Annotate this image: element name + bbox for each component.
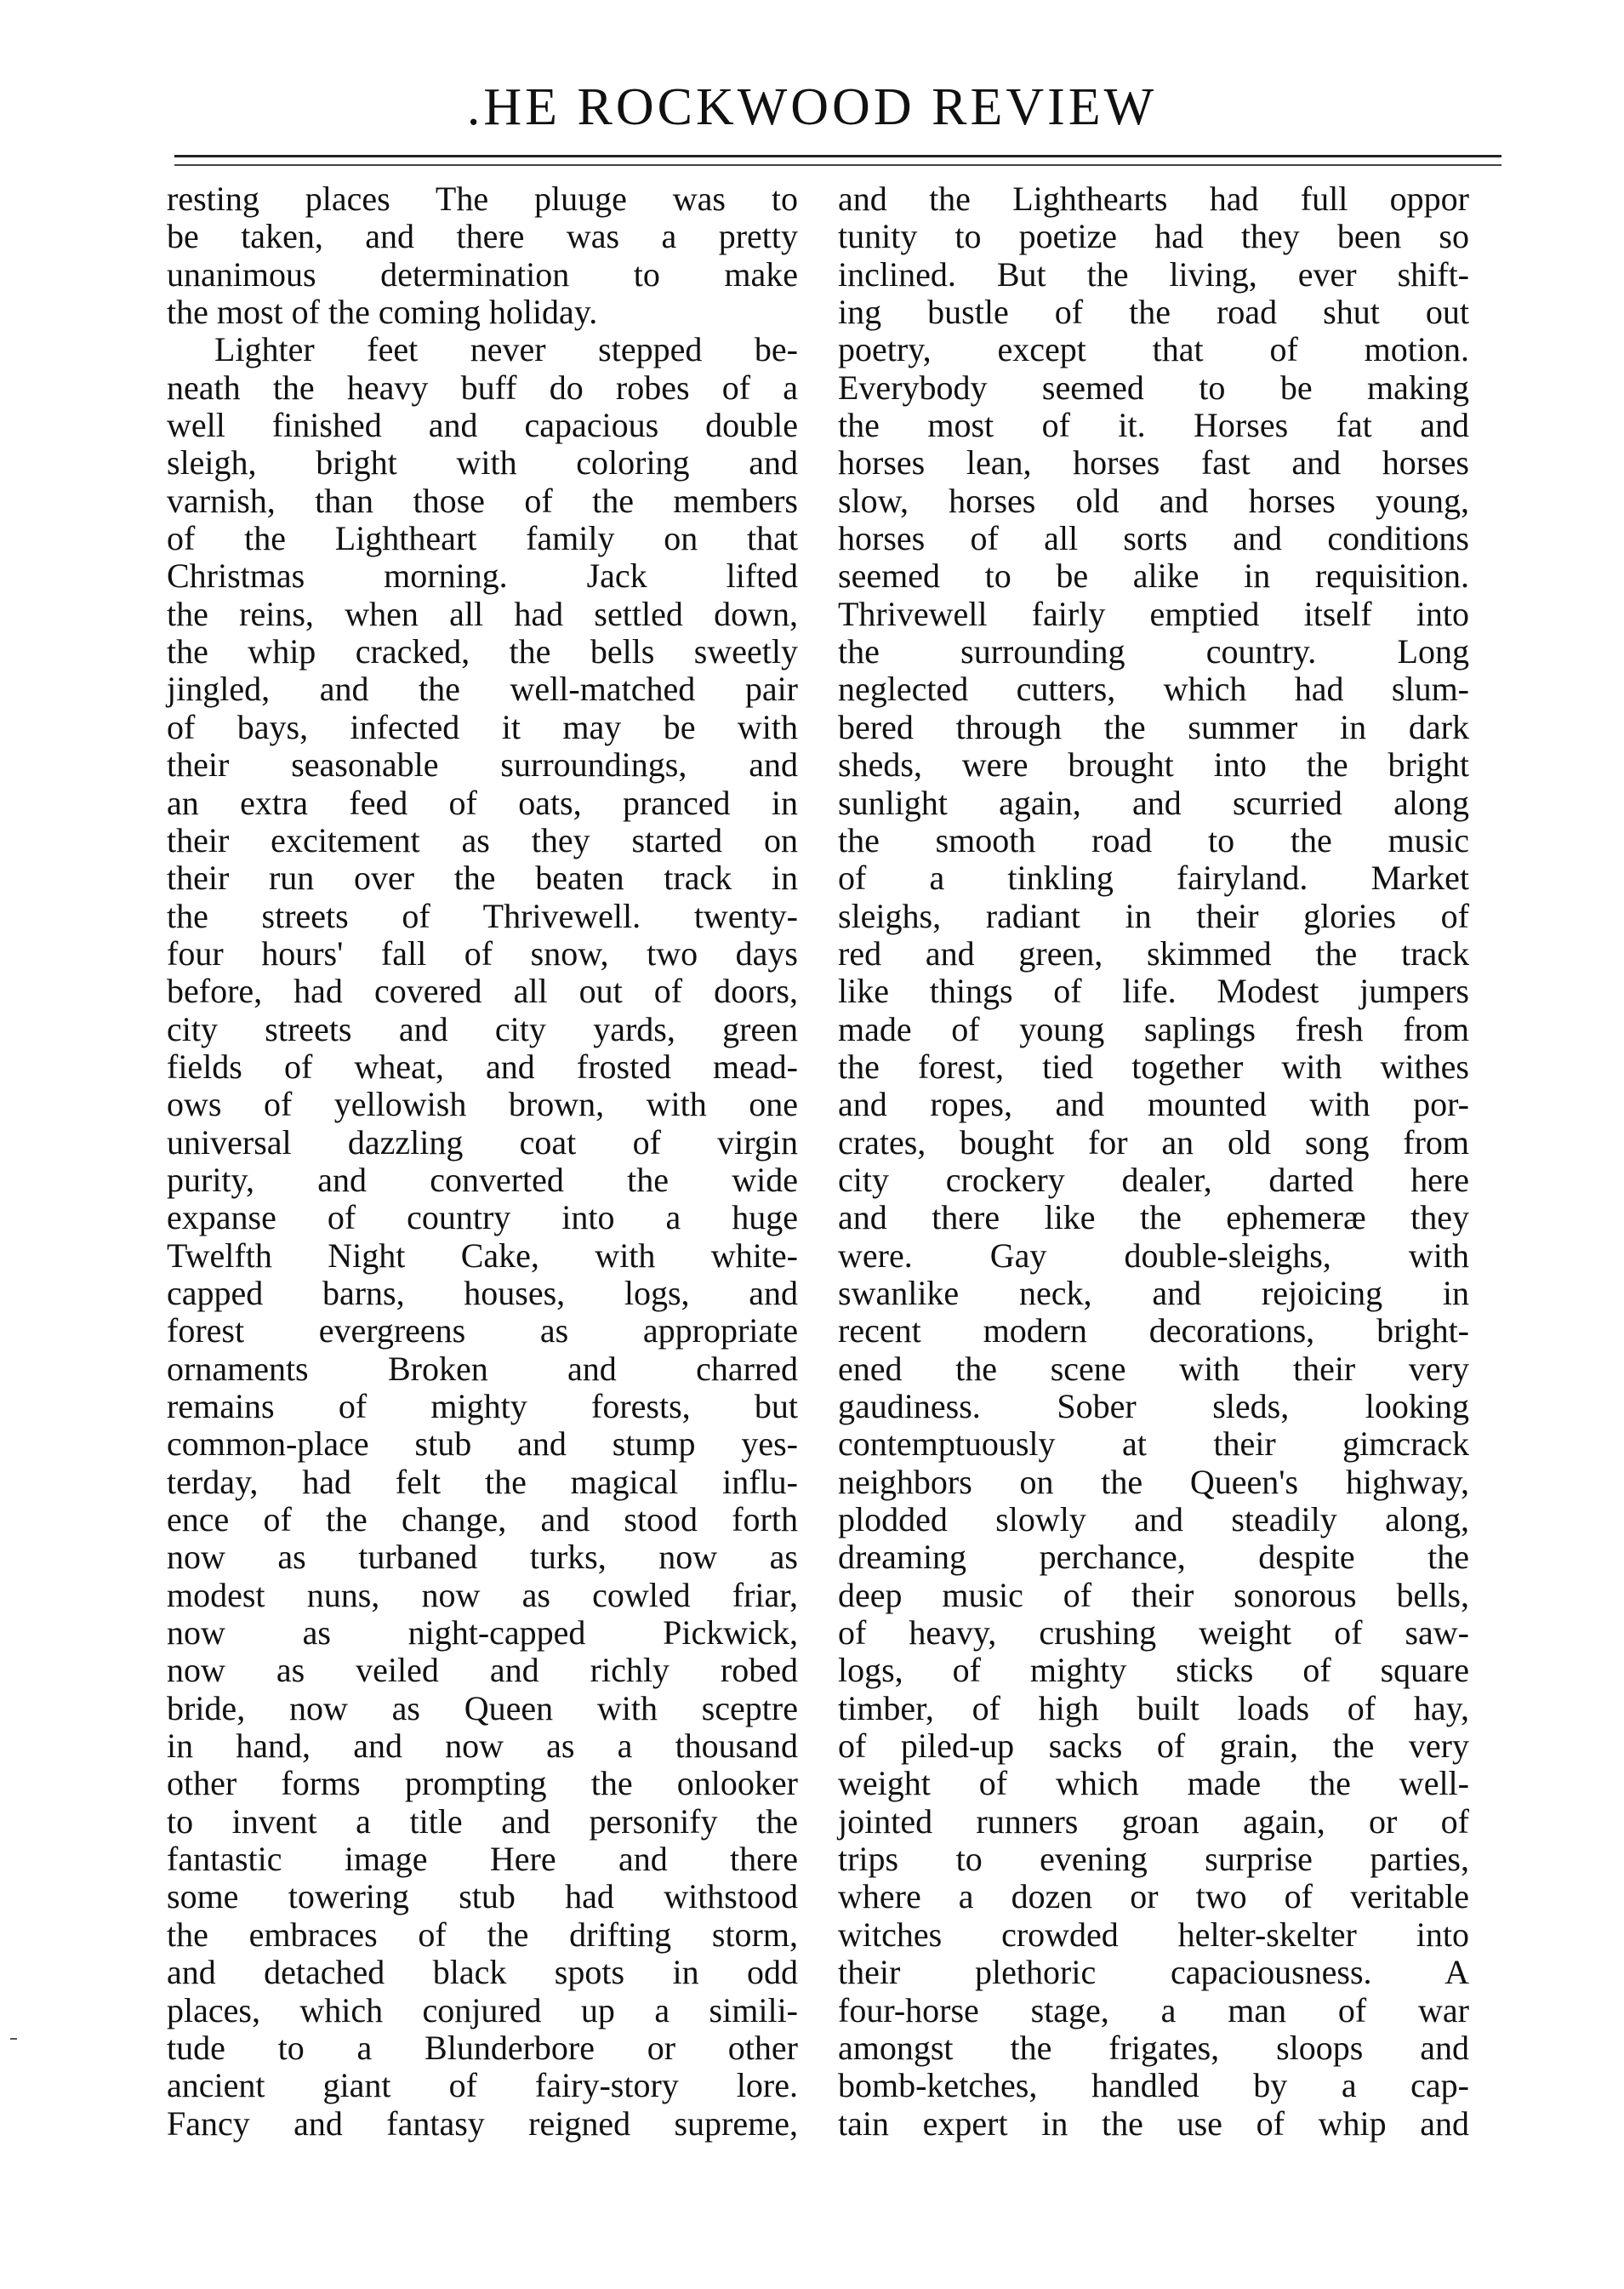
text-line: some towering stub had withstood — [167, 1877, 798, 1916]
text-line: swanlike neck, and rejoicing in — [838, 1273, 1469, 1312]
text-line: neath the heavy buff do robes of a — [167, 368, 798, 407]
text-line: city crockery dealer, darted here — [838, 1160, 1469, 1199]
text-line: bride, now as Queen with sceptre — [167, 1688, 798, 1727]
text-line: the forest, tied together with withes — [838, 1047, 1469, 1086]
right-column — [838, 180, 1469, 2143]
text-line: of heavy, crushing weight of saw- — [838, 1613, 1469, 1653]
text-line: forest evergreens as appropriate — [167, 1311, 798, 1350]
left-column — [167, 180, 798, 2143]
text-line: varnish, than those of the members — [167, 481, 798, 520]
text-line: of a tinkling fairyland. Market — [838, 859, 1469, 898]
text-line: gaudiness. Sober sleds, looking — [838, 1387, 1469, 1425]
text-line: Lighter feet never stepped be- — [214, 330, 798, 369]
header-rule — [174, 155, 1501, 157]
text-line: neglected cutters, which had slum- — [838, 670, 1469, 709]
text-line: and there like the ephemeræ they — [838, 1198, 1469, 1237]
text-line: crates, bought for an old song from — [838, 1122, 1469, 1162]
text-line: expanse of country into a huge — [167, 1198, 798, 1237]
text-line: Everybody seemed to be making — [838, 368, 1469, 407]
text-line: contemptuously at their gimcrack — [838, 1424, 1469, 1464]
text-line: fantastic image Here and there — [167, 1840, 798, 1879]
text-line: Twelfth Night Cake, with white- — [167, 1236, 798, 1275]
text-line: modest nuns, now as cowled friar, — [167, 1575, 798, 1614]
text-line: their run over the beaten track in — [167, 859, 798, 898]
text-line: deep music of their sonorous bells, — [838, 1575, 1469, 1614]
text-line: the whip cracked, the bells sweetly — [167, 632, 798, 671]
text-line: universal dazzling coat of virgin — [167, 1122, 798, 1162]
text-line: logs, of mighty sticks of square — [838, 1651, 1469, 1690]
text-line: were. Gay double-sleighs, with — [838, 1236, 1469, 1275]
text-line: ornaments Broken and charred — [167, 1349, 798, 1388]
text-line: recent modern decorations, bright- — [838, 1311, 1469, 1350]
text-line: sleighs, radiant in their glories of — [838, 896, 1469, 935]
text-line: like things of life. Modest jumpers — [838, 972, 1469, 1011]
text-line: plodded slowly and steadily along, — [838, 1500, 1469, 1539]
text-line: their seasonable surroundings, and — [167, 745, 798, 785]
text-line: their plethoric capaciousness. A — [838, 1953, 1469, 1992]
text-line: tude to a Blunderbore or other — [167, 2028, 798, 2067]
text-line: the most of the coming holiday. — [167, 293, 598, 332]
text-line: ence of the change, and stood forth — [167, 1500, 798, 1539]
text-line: Fancy and fantasy reigned supreme, — [167, 2103, 798, 2143]
text-line: their excitement as they started on — [167, 820, 798, 859]
text-line: ened the scene with their very — [838, 1349, 1469, 1388]
text-line: four hours' fall of snow, two days — [167, 933, 798, 973]
text-line: made of young saplings fresh from — [838, 1009, 1469, 1048]
page-header-title: .HE ROCKWOOD REVIEW — [466, 78, 1158, 136]
header-rule-lower — [174, 164, 1501, 166]
text-line: tunity to poetize had they been so — [838, 217, 1469, 256]
text-line: seemed to be alike in requisition. — [838, 557, 1469, 596]
text-line: the surrounding country. Long — [838, 632, 1469, 671]
text-line: witches crowded helter-skelter into — [838, 1915, 1469, 1954]
text-line: four-horse stage, a man of war — [838, 1990, 1469, 2029]
text-line: before, had covered all out of doors, — [167, 972, 798, 1011]
text-line: well finished and capacious double — [167, 406, 798, 445]
text-line: fields of wheat, and frosted mead- — [167, 1047, 798, 1086]
text-line: horses lean, horses fast and horses — [838, 443, 1469, 482]
text-line: sheds, were brought into the bright — [838, 745, 1469, 785]
text-line: the most of it. Horses fat and — [838, 406, 1469, 445]
text-line: jointed runners groan again, or of — [838, 1801, 1469, 1841]
text-line: bered through the summer in dark — [838, 707, 1469, 746]
text-line: the smooth road to the music — [838, 820, 1469, 859]
text-line: jingled, and the well-matched pair — [167, 670, 798, 709]
text-line: tain expert in the use of whip and — [838, 2103, 1469, 2143]
text-line: trips to evening surprise parties, — [838, 1840, 1469, 1879]
text-line: amongst the frigates, sloops and — [838, 2028, 1469, 2067]
text-line: now as turbaned turks, now as — [167, 1538, 798, 1577]
text-line: other forms prompting the onlooker — [167, 1764, 798, 1803]
text-line: now as veiled and richly robed — [167, 1651, 798, 1690]
text-line: red and green, skimmed the track — [838, 933, 1469, 973]
text-line: now as night-capped Pickwick, — [167, 1613, 798, 1653]
text-line: weight of which made the well- — [838, 1764, 1469, 1803]
text-line: horses of all sorts and conditions — [838, 519, 1469, 558]
text-line: poetry, except that of motion. — [838, 330, 1469, 369]
text-line: slow, horses old and horses young, — [838, 481, 1469, 520]
text-line: dreaming perchance, despite the — [838, 1538, 1469, 1577]
text-line: inclined. But the living, ever shift- — [838, 254, 1469, 294]
text-line: the embraces of the drifting storm, — [167, 1915, 798, 1954]
text-line: ows of yellowish brown, with one — [167, 1085, 798, 1124]
text-line: Christmas morning. Jack lifted — [167, 557, 798, 596]
text-line: ancient giant of fairy-story lore. — [167, 2066, 798, 2105]
text-line: the reins, when all had settled down, — [167, 594, 798, 633]
text-line: timber, of high built loads of hay, — [838, 1688, 1469, 1727]
text-line: city streets and city yards, green — [167, 1009, 798, 1048]
text-line: unanimous determination to make — [167, 254, 798, 294]
text-line: bomb-ketches, handled by a cap- — [838, 2066, 1469, 2105]
text-line: an extra feed of oats, pranced in — [167, 783, 798, 822]
text-line: remains of mighty forests, but — [167, 1387, 798, 1425]
text-line: where a dozen or two of veritable — [838, 1877, 1469, 1916]
margin-mark — [10, 2038, 17, 2040]
text-line: purity, and converted the wide — [167, 1160, 798, 1199]
text-line: terday, had felt the magical influ- — [167, 1462, 798, 1501]
text-line: neighbors on the Queen's highway, — [838, 1462, 1469, 1501]
text-line: and detached black spots in odd — [167, 1953, 798, 1992]
text-line: capped barns, houses, logs, and — [167, 1273, 798, 1312]
text-line: places, which conjured up a simili- — [167, 1990, 798, 2029]
text-line: of bays, infected it may be with — [167, 707, 798, 746]
text-line: sunlight again, and scurried along — [838, 783, 1469, 822]
text-line: of the Lightheart family on that — [167, 519, 798, 558]
text-line: be taken, and there was a pretty — [167, 217, 798, 256]
text-line: the streets of Thrivewell. twenty- — [167, 896, 798, 935]
text-line: common-place stub and stump yes- — [167, 1424, 798, 1464]
text-line: and ropes, and mounted with por- — [838, 1085, 1469, 1124]
text-line: of piled-up sacks of grain, the very — [838, 1727, 1469, 1766]
text-line: and the Lighthearts had full oppor — [838, 180, 1469, 218]
text-line: sleigh, bright with coloring and — [167, 443, 798, 482]
text-line: to invent a title and personify the — [167, 1801, 798, 1841]
text-line: in hand, and now as a thousand — [167, 1727, 798, 1766]
text-line: Thrivewell fairly emptied itself into — [838, 594, 1469, 633]
text-line: ing bustle of the road shut out — [838, 293, 1469, 332]
text-line: resting places The pluuge was to — [167, 180, 798, 218]
